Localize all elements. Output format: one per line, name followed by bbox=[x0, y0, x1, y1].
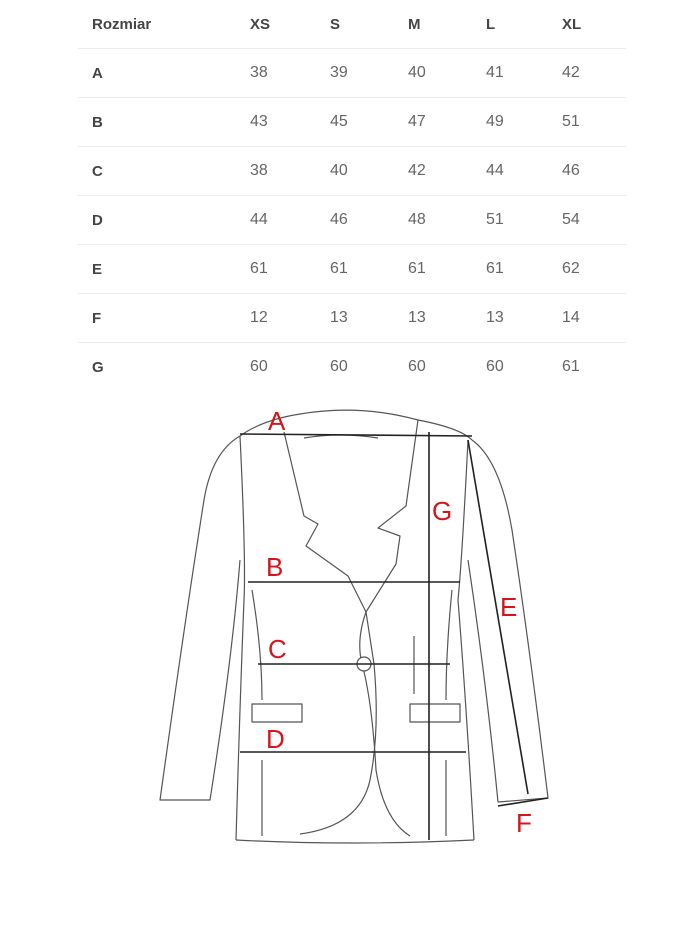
label-f: F bbox=[516, 808, 532, 838]
header-l: L bbox=[486, 0, 562, 49]
header-s: S bbox=[330, 0, 408, 49]
table-cell: 48 bbox=[408, 196, 486, 245]
label-a: A bbox=[268, 406, 286, 436]
header-m: M bbox=[408, 0, 486, 49]
header-xl: XL bbox=[562, 0, 626, 49]
table-cell: 12 bbox=[250, 294, 330, 343]
size-table bbox=[78, 0, 626, 391]
table-cell: 51 bbox=[486, 196, 562, 245]
table-cell: 39 bbox=[330, 49, 408, 98]
table-cell: 40 bbox=[408, 49, 486, 98]
table-cell: 51 bbox=[562, 98, 626, 147]
table-cell: 60 bbox=[330, 358, 348, 375]
table-header-row bbox=[78, 0, 626, 49]
table-row bbox=[78, 343, 626, 392]
table-cell: 61 bbox=[486, 245, 562, 294]
right-pocket bbox=[410, 704, 460, 722]
table-cell: 13 bbox=[408, 294, 486, 343]
header-xs: XS bbox=[250, 0, 330, 49]
table-cell: 41 bbox=[486, 49, 562, 98]
row-label: D bbox=[78, 196, 250, 245]
table-cell: 60 bbox=[250, 358, 268, 375]
table-cell: 47 bbox=[408, 98, 486, 147]
table-cell: 49 bbox=[486, 98, 562, 147]
table-cell: 44 bbox=[250, 196, 330, 245]
table-cell: 42 bbox=[562, 49, 626, 98]
table-row bbox=[78, 196, 626, 245]
row-label: B bbox=[78, 98, 250, 147]
table-cell: 54 bbox=[562, 196, 626, 245]
table-cell: 14 bbox=[562, 294, 626, 343]
table-cell: 13 bbox=[330, 294, 408, 343]
measure-line-e bbox=[468, 440, 528, 794]
table-cell: 46 bbox=[562, 147, 626, 196]
table-cell: 44 bbox=[486, 147, 562, 196]
table-cell: 61 bbox=[408, 245, 486, 294]
table-cell: 62 bbox=[562, 245, 626, 294]
table-row bbox=[78, 98, 626, 147]
table-cell: 46 bbox=[330, 196, 408, 245]
table-cell: 45 bbox=[330, 98, 408, 147]
jacket-outline bbox=[160, 410, 548, 843]
jacket-measurement-diagram bbox=[140, 398, 570, 858]
row-label: A bbox=[78, 49, 250, 98]
left-pocket bbox=[252, 704, 302, 722]
label-b: B bbox=[266, 552, 284, 582]
table-cell: 40 bbox=[330, 147, 408, 196]
table-row bbox=[78, 245, 626, 294]
row-label: F bbox=[78, 294, 250, 343]
row-label: G bbox=[92, 358, 104, 376]
table-cell: 43 bbox=[250, 98, 330, 147]
row-label: C bbox=[78, 147, 250, 196]
table-cell: 42 bbox=[408, 147, 486, 196]
table-cell: 61 bbox=[330, 245, 408, 294]
table-row bbox=[78, 49, 626, 98]
table-cell: 38 bbox=[250, 147, 330, 196]
table-row bbox=[78, 294, 626, 343]
table-cell: 61 bbox=[562, 358, 580, 375]
label-c: C bbox=[268, 634, 287, 664]
label-d: D bbox=[266, 724, 285, 754]
label-g: G bbox=[432, 496, 453, 526]
table-row bbox=[78, 147, 626, 196]
table-cell: 60 bbox=[408, 358, 426, 375]
table-cell: 38 bbox=[250, 49, 330, 98]
label-e: E bbox=[500, 592, 518, 622]
table-cell: 13 bbox=[486, 294, 562, 343]
row-label: E bbox=[78, 245, 250, 294]
table-cell: 60 bbox=[486, 358, 504, 375]
header-size: Rozmiar bbox=[78, 0, 250, 49]
table-cell: 61 bbox=[250, 245, 330, 294]
